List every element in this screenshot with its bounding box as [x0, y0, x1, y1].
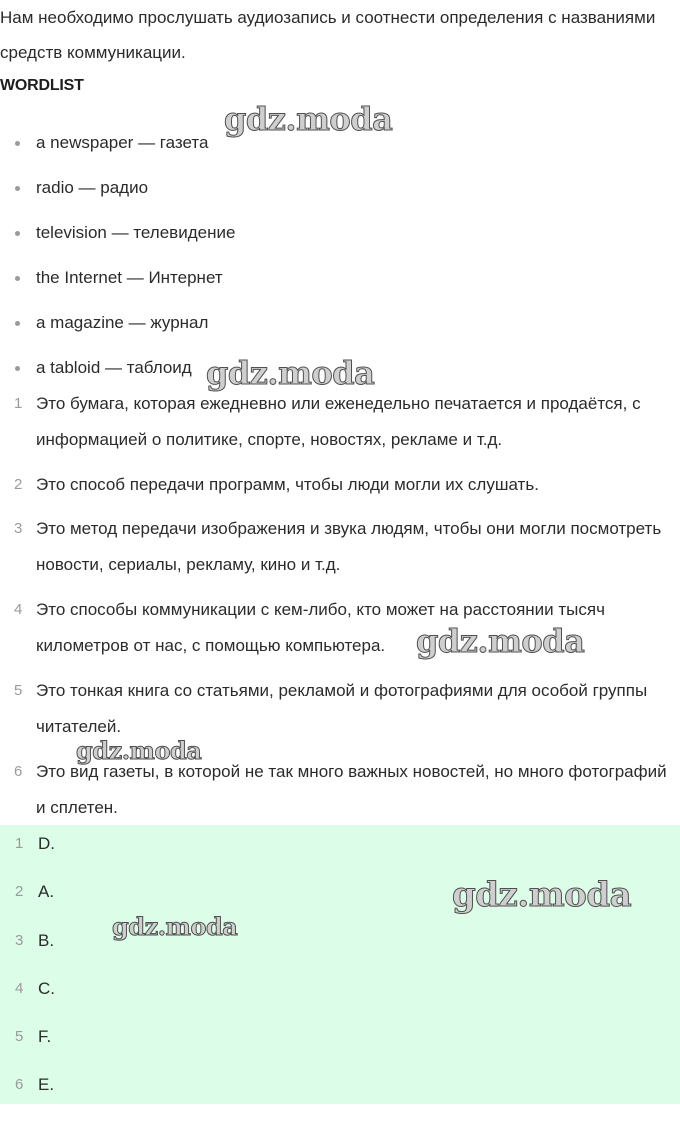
task-instructions: Нам необходимо прослушать аудиозапись и соотнести определения с названиями средств коммуникации.: [0, 8, 656, 62]
answer-text: C.: [38, 978, 55, 998]
answer-text: D.: [38, 834, 55, 853]
wordlist-item: [0, 215, 235, 260]
answer-number: 5: [15, 1028, 24, 1046]
wordlist-item-text: the Internet — Интернет: [36, 268, 223, 287]
definition-item: [0, 386, 680, 467]
wordlist-item: [0, 305, 235, 350]
answer-number: 2: [15, 883, 24, 901]
watermark-logo: gdz.moda: [206, 354, 375, 392]
definition-text: Это бумага, которая ежедневно или еженедельно печатается и продаётся, с информацией о политике, спорте, новостях, рекламе и т.д.: [36, 394, 641, 449]
wordlist-item-text: a newspaper — газета: [36, 133, 209, 152]
wordlist-heading: WORDLIST: [0, 77, 84, 94]
bullet-icon: [15, 321, 20, 326]
wordlist-item-text: television — телевидение: [36, 223, 236, 242]
answers-panel: [0, 825, 680, 1104]
watermark-logo: gdz.moda: [224, 100, 393, 138]
definition-text: Это метод передачи изображения и звука людям, чтобы они могли посмотреть новости, сериалы, рекламу, кино и т.д.: [36, 519, 662, 574]
answer-item: [0, 825, 680, 873]
definition-number: 6: [14, 763, 23, 780]
definition-number: 4: [14, 601, 23, 618]
answer-text: B.: [38, 930, 55, 950]
watermark-logo: gdz.moda: [112, 912, 238, 941]
wordlist-item-text: radio — радио: [36, 178, 149, 197]
definition-item: [0, 467, 680, 511]
watermark-logo: gdz.moda: [76, 736, 202, 765]
answers-list: [0, 825, 680, 1115]
watermark-logo: gdz.moda: [452, 875, 632, 915]
definition-text: Это вид газеты, в которой не так много важных новостей, но много фотографий и сплетен.: [36, 762, 667, 817]
definition-number: 1: [14, 395, 23, 412]
wordlist-item: [0, 260, 235, 305]
definition-item: [0, 511, 680, 592]
wordlist-item: [0, 170, 235, 215]
wordlist-item-text: a magazine — журнал: [36, 313, 209, 332]
definition-number: 5: [14, 682, 23, 699]
watermark-logo: gdz.moda: [416, 622, 585, 660]
answer-number: 3: [15, 931, 24, 949]
answer-item: [0, 1018, 680, 1066]
answer-number: 1: [15, 835, 24, 852]
definition-number: 3: [14, 520, 23, 537]
answer-number: 4: [15, 979, 24, 997]
wordlist: [0, 125, 235, 395]
answer-text: E.: [38, 1075, 55, 1095]
definition-text: Это способы коммуникации с кем-либо, кто может на расстоянии тысяч километров от нас, с помощью компьютера.: [36, 600, 605, 655]
answer-text: A.: [38, 882, 55, 902]
definition-number: 2: [14, 476, 23, 493]
wordlist-item-text: a tabloid — таблоид: [36, 358, 192, 377]
answer-number: 6: [15, 1076, 24, 1094]
answer-text: F.: [38, 1027, 52, 1047]
bullet-icon: [15, 141, 20, 146]
answer-item: [0, 1066, 680, 1114]
answer-item: [0, 922, 680, 970]
bullet-icon: [15, 276, 20, 281]
bullet-icon: [15, 186, 20, 191]
answer-item: [0, 970, 680, 1018]
wordlist-item: [0, 125, 235, 170]
definition-text: Это способ передачи программ, чтобы люди могли их слушать.: [36, 475, 539, 494]
definition-text: Это тонкая книга со статьями, рекламой и фотографиями для особой группы читателей.: [36, 681, 648, 736]
bullet-icon: [15, 231, 20, 236]
bullet-icon: [15, 366, 20, 371]
